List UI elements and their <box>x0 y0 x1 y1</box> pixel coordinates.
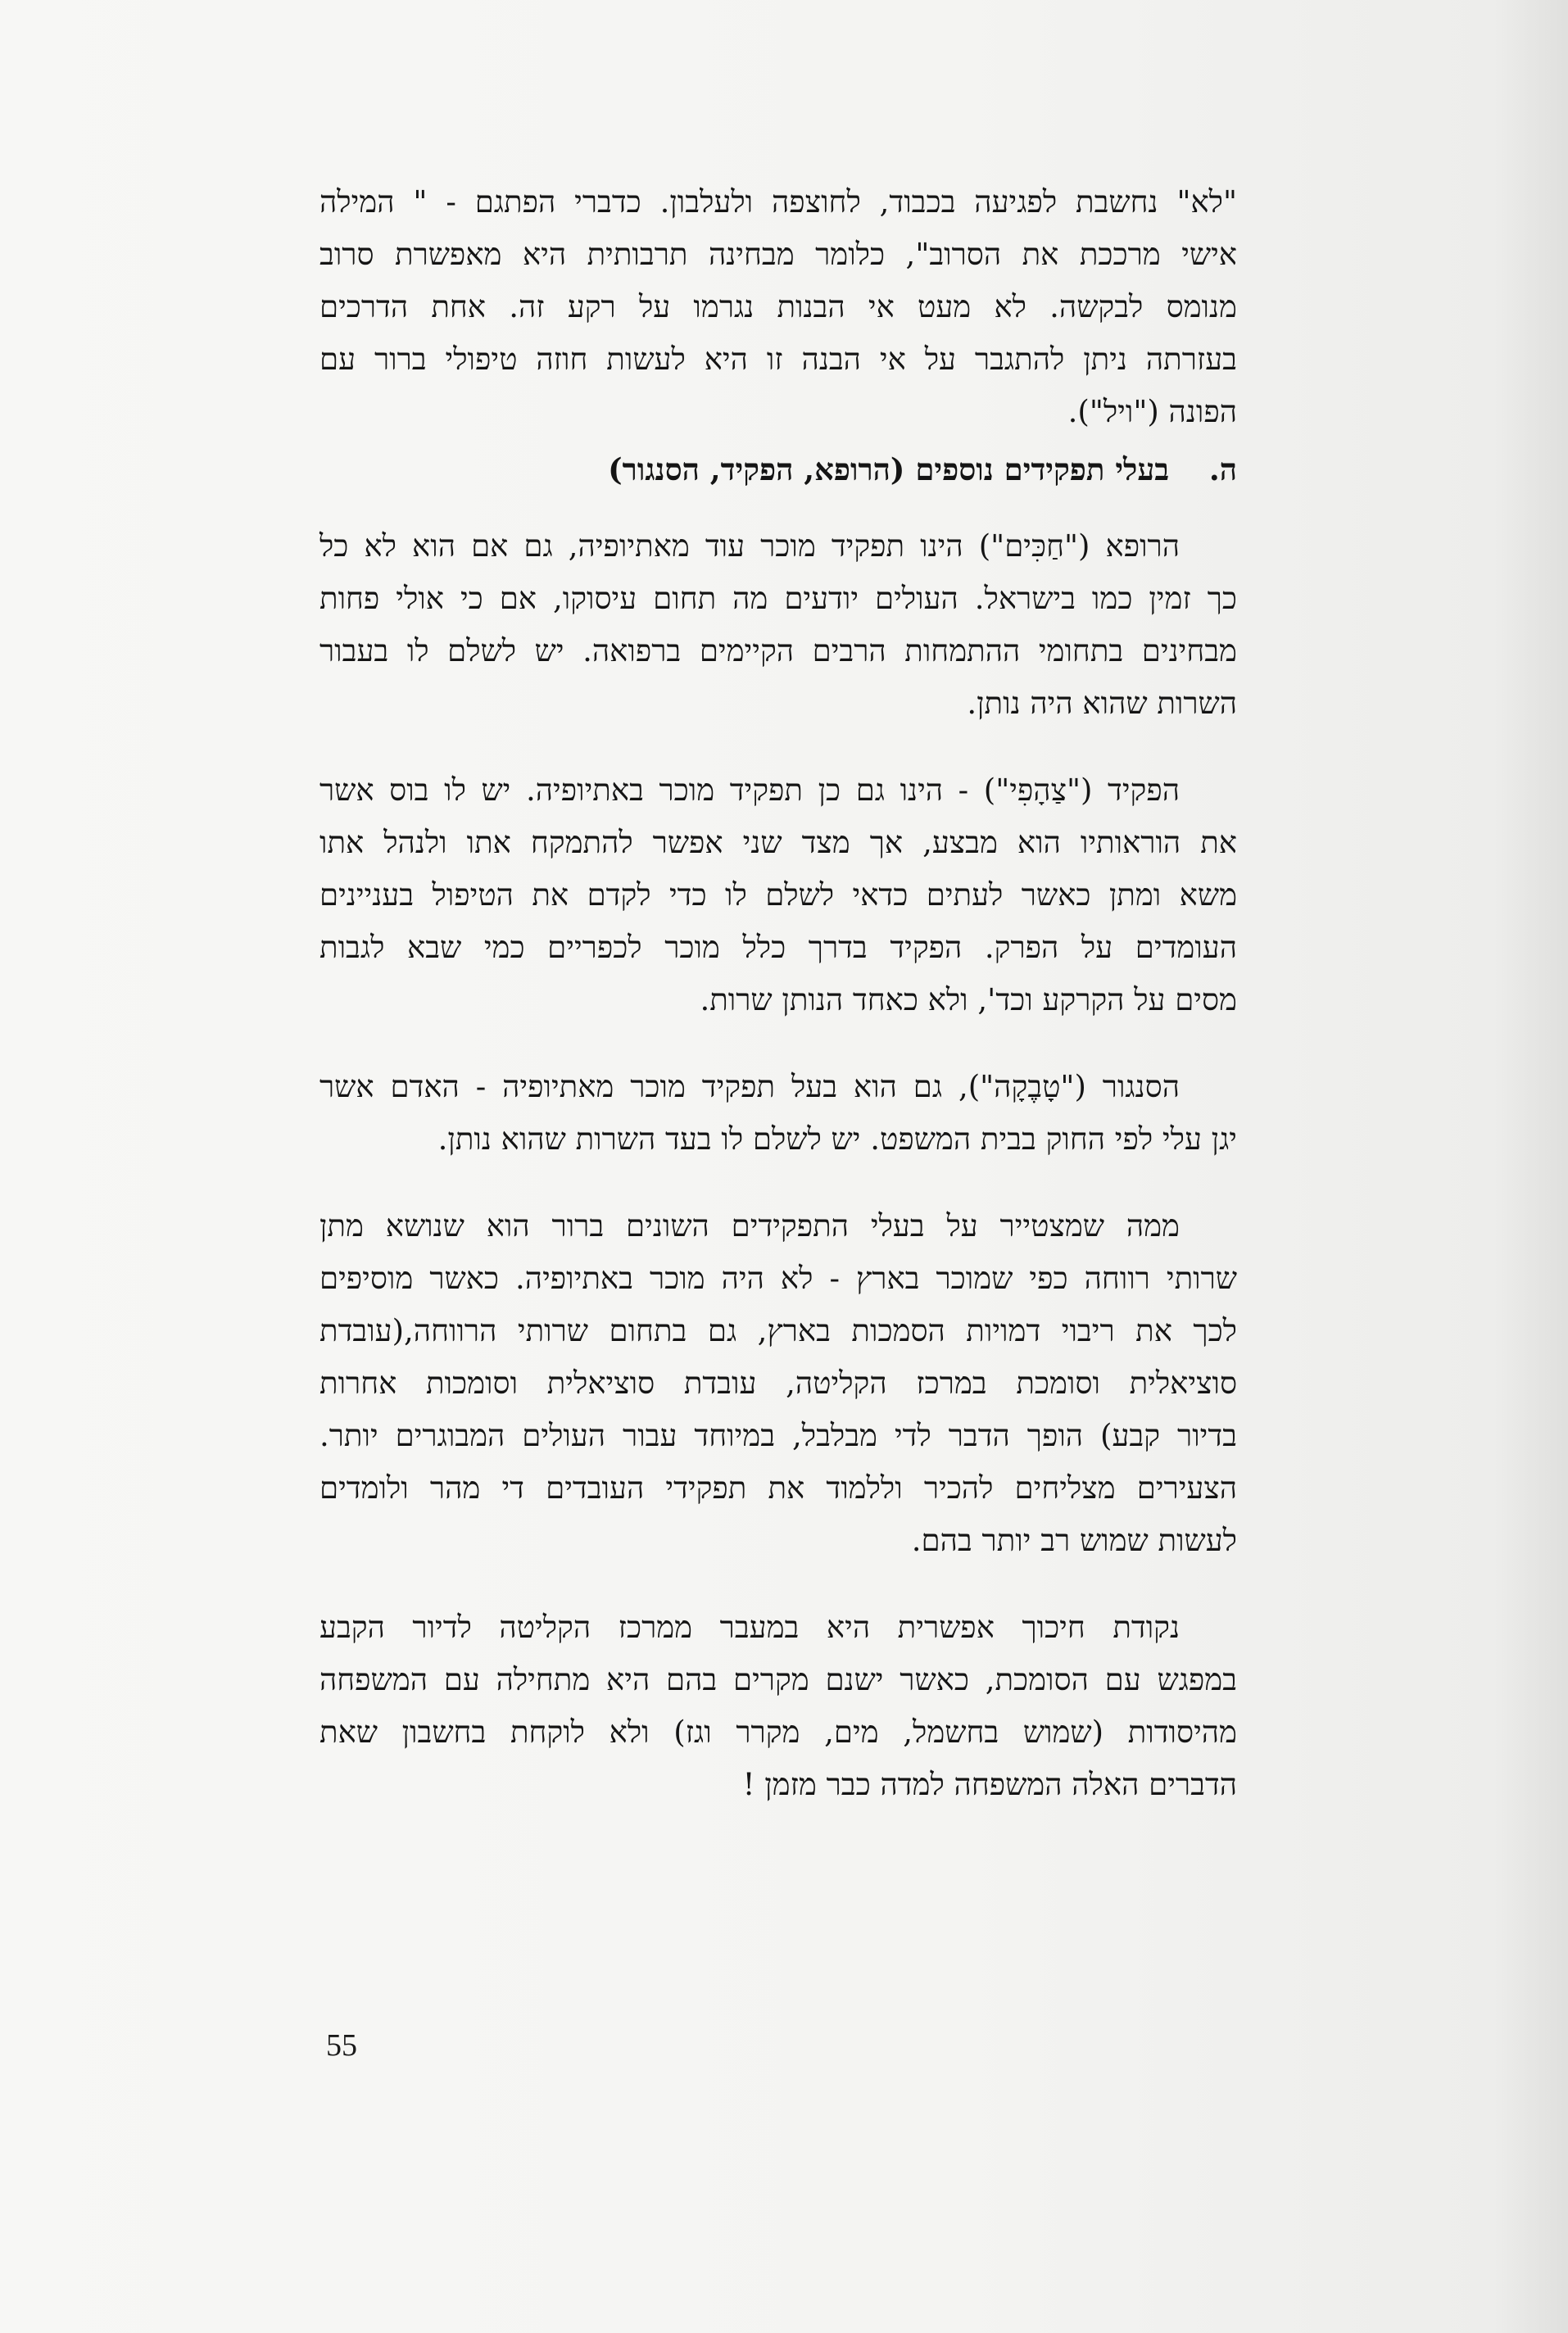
text-line: בעזרתה ניתן להתגבר על אי הבנה זו היא לעשות חוזה טיפולי ברור עם <box>319 342 1237 377</box>
text-line: מנומס לבקשה. לא מעט אי הבנות נגרמו על רקע זה. אחת הדרכים <box>319 289 1237 324</box>
page-edge-shadow <box>1494 0 1568 2333</box>
text-line: משא ומתן כאשר לעתים כדאי לשלם לו כדי לקדם את הטיפול בעניינים <box>319 877 1237 913</box>
text-line: לעשות שמוש רב יותר בהם. <box>911 1523 1237 1558</box>
section-heading <box>319 443 1237 496</box>
paragraph-clerk <box>319 764 1237 1026</box>
text-line: נקודת חיכוך אפשרית היא במעבר ממרכז הקליטה לדיור הקבע <box>319 1610 1180 1645</box>
paragraph-doctor <box>319 520 1237 730</box>
text-line: יגן עלי לפי החוק בבית המשפט. יש לשלם לו בעד השרות שהוא נותן. <box>437 1121 1237 1157</box>
text-line: שרותי רווחה כפי שמוכר בארץ - לא היה מוכר באתיופיה. כאשר מוסיפים <box>319 1261 1237 1296</box>
text-line: מבחינים בתחומי ההתמחות הרבים הקיימים ברפואה. יש לשלם לו בעבור <box>319 633 1237 668</box>
paragraph-friction <box>319 1601 1237 1811</box>
text-line: הפונה ("ויל"). <box>1067 394 1237 429</box>
paragraph-defender <box>319 1061 1237 1166</box>
text-line: לכך את ריבוי דמויות הסמכות בארץ, גם בתחום שרותי הרווחה,(עובדת <box>319 1313 1237 1348</box>
text-line: הצעירים מצליחים להכיר וללמוד את תפקידי העובדים די מהר ולומדים <box>319 1470 1237 1506</box>
paragraph-summary <box>319 1200 1237 1567</box>
text-line: סוציאלית וסומכת במרכז הקליטה, עובדת סוציאלית וסומכות אחרות <box>319 1366 1237 1401</box>
text-line: אישי מרככת את הסרוב", כלומר מבחינה תרבותית היא מאפשרת סרוב <box>319 237 1237 272</box>
text-line: במפגש עם הסומכת, כאשר ישנם מקרים בהם היא מתחילה עם המשפחה <box>319 1662 1237 1697</box>
page-number: 55 <box>326 2028 357 2063</box>
section-letter: ה. <box>1208 451 1237 487</box>
text-line: בדיור קבע) הופך הדבר לדי מבלבל, במיוחד עבור העולים המבוגרים יותר. <box>319 1418 1237 1453</box>
text-line: הרופא ("חַכִּים") הינו תפקיד מוכר עוד מאתיופיה, גם אם הוא לא כל <box>319 528 1180 564</box>
text-line: מסים על הקרקע וכד', ולא כאחד הנותן שרות. <box>700 982 1237 1017</box>
text-line: ממה שמצטייר על בעלי התפקידים השונים ברור הוא שנושא מתן <box>319 1208 1180 1244</box>
text-line: הדברים האלה המשפחה למדה כבר מזמן ! <box>742 1767 1237 1802</box>
paragraph-1 <box>319 176 1237 438</box>
text-line: את הוראותיו הוא מבצע, אך מצד שני אפשר להתמקח אתו ולנהל אתו <box>319 825 1237 860</box>
body-text <box>319 176 1237 1846</box>
text-line: הסנגור ("טָבֶקָה"), גם הוא בעל תפקיד מוכר מאתיופיה - האדם אשר <box>319 1069 1180 1104</box>
text-line: הפקיד ("צַהָפִי") - הינו גם כן תפקיד מוכר באתיופיה. יש לו בוס אשר <box>319 772 1180 808</box>
text-line: מהיסודות (שמוש בחשמל, מים, מקרר וגז) ולא לוקחת בחשבון שאת <box>319 1715 1237 1750</box>
section-title: בעלי תפקידים נוספים (הרופא, הפקיד, הסנגור) <box>608 451 1170 487</box>
text-line: השרות שהוא היה נותן. <box>967 686 1237 721</box>
text-line: העומדים על הפרק. הפקיד בדרך כלל מוכר לכפריים כמי שבא לגבות <box>319 930 1237 965</box>
text-line: כך זמין כמו בישראל. העולים יודעים מה תחום עיסוקו, אם כי אולי פחות <box>319 581 1237 616</box>
text-line: "לא" נחשבת לפגיעה בכבוד, לחוצפה ולעלבון. כדברי הפתגם - " המילה <box>319 184 1237 220</box>
